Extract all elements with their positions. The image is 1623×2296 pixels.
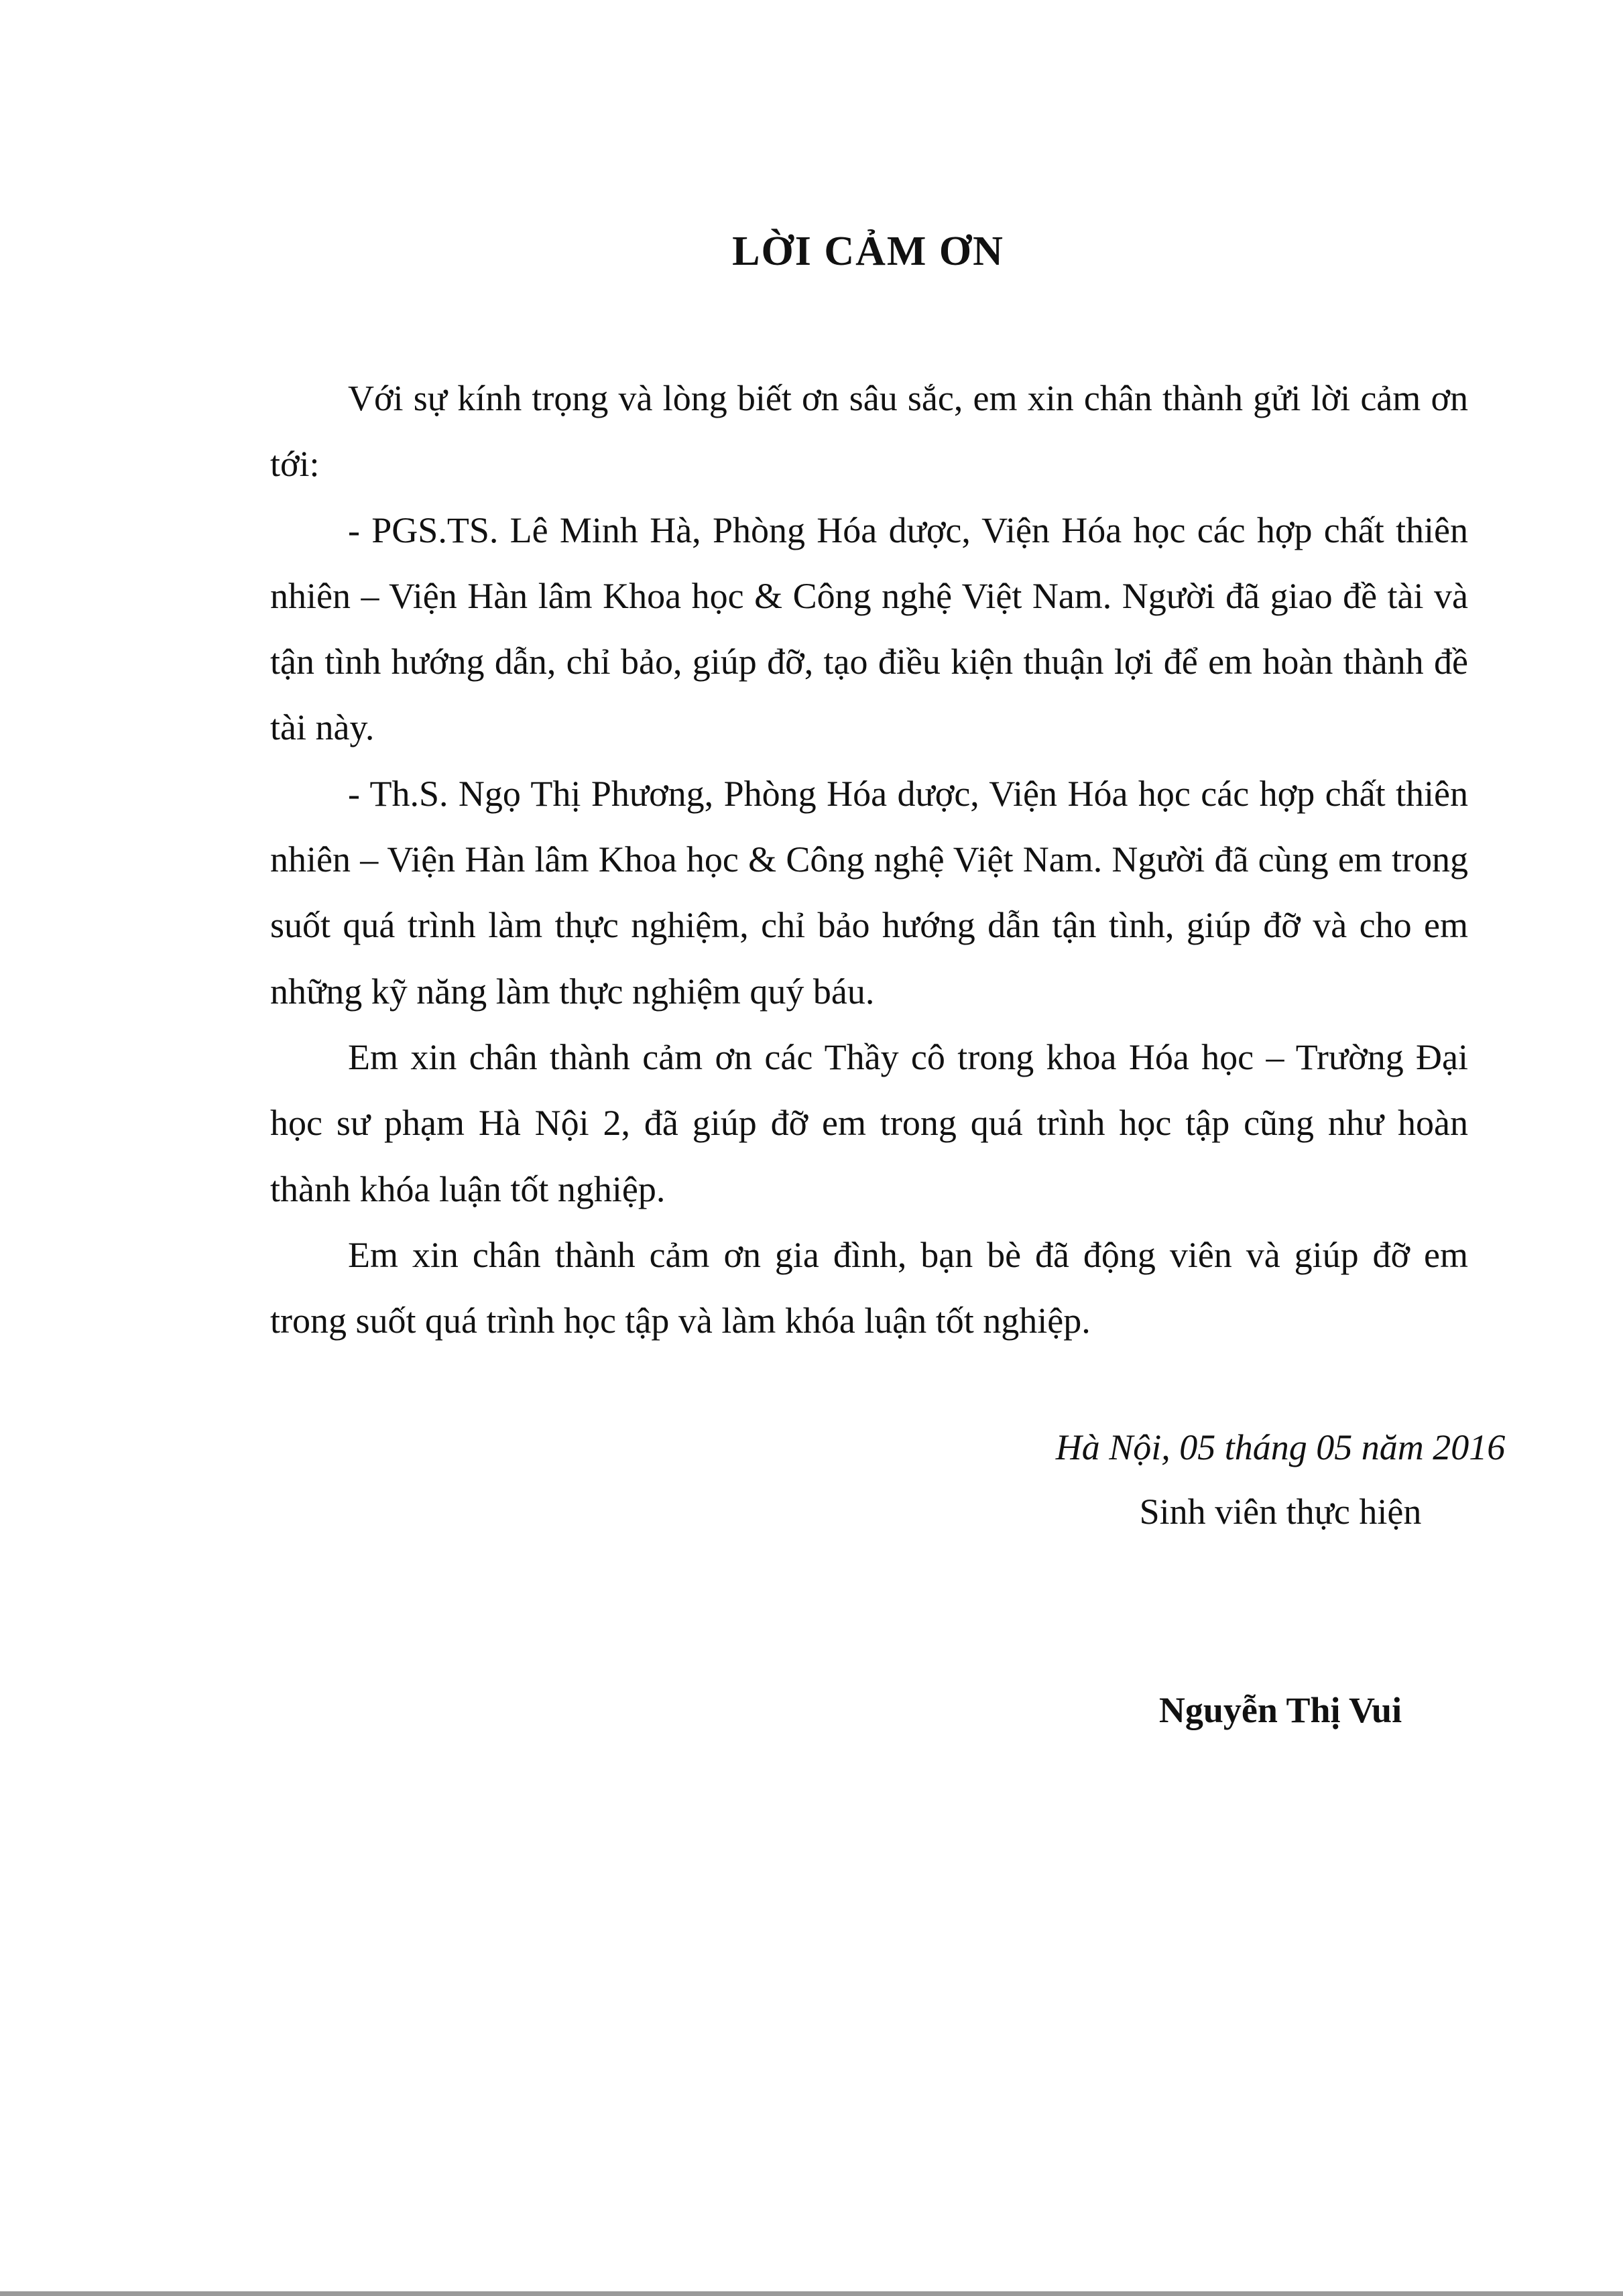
page-bottom-divider	[0, 2291, 1623, 2296]
acknowledgement-body	[270, 365, 1468, 1353]
paragraph-faculty: Em xin chân thành cảm ơn các Thầy cô trong khoa Hóa học – Trường Đại học sư phạm Hà Nội 2, đã giúp đỡ em trong quá trình học tập cũng như hoàn thành khóa luận tốt nghiệp.	[270, 1036, 1468, 1209]
signature-date: Hà Nội, 05 tháng 05 năm 2016	[1055, 1427, 1506, 1467]
paragraph-supervisor-2: - Th.S. Ngọ Thị Phương, Phòng Hóa dược, Viện Hóa học các hợp chất thiên nhiên – Viện Hàn lâm Khoa học & Công nghệ Việt Nam. Người đã cùng em trong suốt quá trình làm thực nghiệm, chỉ bảo hướng dẫn tận tình, giúp đỡ và cho em những kỹ năng làm thực nghiệm quý báu.	[270, 773, 1468, 1012]
page-title: LỜI CẢM ƠN	[732, 229, 1004, 274]
signature-name: Nguyễn Thị Vui	[1158, 1690, 1402, 1730]
paragraph-intro: Với sự kính trọng và lòng biết ơn sâu sắc, em xin chân thành gửi lời cảm ơn tới:	[270, 378, 1468, 485]
signature-role: Sinh viên thực hiện	[1139, 1492, 1422, 1532]
paragraph-family: Em xin chân thành cảm ơn gia đình, bạn bè đã động viên và giúp đỡ em trong suốt quá trình học tập và làm khóa luận tốt nghiệp.	[270, 1234, 1468, 1341]
paragraph-supervisor-1: - PGS.TS. Lê Minh Hà, Phòng Hóa dược, Viện Hóa học các hợp chất thiên nhiên – Viện Hàn lâm Khoa học & Công nghệ Việt Nam. Người đã giao đề tài và tận tình hướng dẫn, chỉ bảo, giúp đỡ, tạo điều kiện thuận lợi để em hoàn thành đề tài này.	[270, 509, 1468, 748]
